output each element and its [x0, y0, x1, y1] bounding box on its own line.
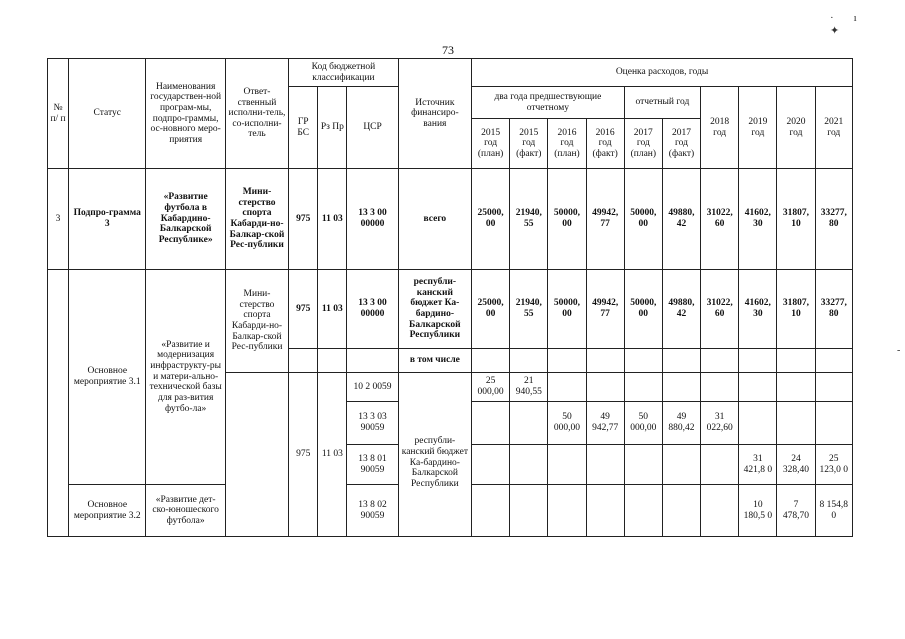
- including-label: в том числе: [398, 349, 471, 373]
- row-csr: 13 3 03 90059: [347, 402, 398, 445]
- row-value: 33277, 80: [815, 169, 852, 270]
- row-name: «Развитие дет-ско-юношеского футбола»: [146, 485, 225, 537]
- col-header-year: 2018 год: [701, 87, 739, 169]
- row-csr: 13 3 00 00000: [347, 270, 398, 349]
- row-value: 25 000,00: [472, 373, 510, 402]
- row-value: 21940, 55: [510, 270, 548, 349]
- row-rzpr: 11 03: [318, 169, 347, 270]
- col-header-year: 2020 год: [777, 87, 815, 169]
- col-header-grbs: ГР БС: [289, 87, 318, 169]
- page-number: 73: [442, 43, 454, 57]
- row-executor: Мини-стерство спорта Кабарди-но-Балкар-ской Рес-публики: [225, 270, 288, 373]
- row-value: 25000, 00: [472, 169, 510, 270]
- row-value: 50000, 00: [548, 270, 586, 349]
- col-header-status: Статус: [69, 59, 146, 169]
- row-value: 49 942,77: [586, 402, 624, 445]
- col-header-estimate: Оценка расходов, годы: [472, 59, 853, 87]
- col-header-year: 2021 год: [815, 87, 852, 169]
- row-number: 3: [48, 169, 69, 270]
- row-value: 7 478,70: [777, 485, 815, 537]
- row-source: республи-канский бюджет Ка-бардино-Балкарской Республики: [398, 373, 471, 537]
- col-header-source: Источник финансиро-вания: [398, 59, 471, 169]
- row-value: 31 022,60: [701, 402, 739, 445]
- row-value: 31807, 10: [777, 169, 815, 270]
- row-number: [48, 270, 69, 537]
- col-header-two-years-prior: два года предшествующие отчетному: [472, 87, 625, 119]
- row-value: 50000, 00: [624, 270, 662, 349]
- row-value: 21 940,55: [510, 373, 548, 402]
- row-name: «Развитие футбола в Кабардино-Балкарской Республике»: [146, 169, 225, 270]
- row-rzpr: 11 03: [318, 373, 347, 537]
- col-header-name: Наименования государствен-ной програм-мы, подпро-граммы, ос-новного меро-приятия: [146, 59, 225, 169]
- row-source: всего: [398, 169, 471, 270]
- col-header-year: 2017 год (факт): [662, 119, 700, 169]
- row-grbs: 975: [289, 373, 318, 537]
- row-executor: Мини-стерство спорта Кабарди-но-Балкар-ской Рес-публики: [225, 169, 288, 270]
- row-value: 49880, 42: [662, 169, 700, 270]
- row-value: 31807, 10: [777, 270, 815, 349]
- col-header-report-year: отчетный год: [624, 87, 700, 119]
- row-csr: 13 8 01 90059: [347, 445, 398, 485]
- budget-table: [47, 58, 853, 537]
- col-header-year: 2015 год (факт): [510, 119, 548, 169]
- row-value: 49942, 77: [586, 270, 624, 349]
- row-name: «Развитие и модернизация инфраструкту-ры и матери-ально-технической базы для раз-вития футбо-ла»: [146, 270, 225, 485]
- row-value: 50 000,00: [548, 402, 586, 445]
- row-value: 49 880,42: [662, 402, 700, 445]
- table-row: [48, 270, 853, 349]
- table-row: [48, 169, 853, 270]
- col-header-year: 2016 год (факт): [586, 119, 624, 169]
- col-header-year: 2015 год (план): [472, 119, 510, 169]
- col-header-rzpr: Рз Пр: [318, 87, 347, 169]
- col-header-year: 2016 год (план): [548, 119, 586, 169]
- row-value: 24 328,40: [777, 445, 815, 485]
- row-value: 49880, 42: [662, 270, 700, 349]
- col-header-year: 2017 год (план): [624, 119, 662, 169]
- row-value: 8 154,8 0: [815, 485, 852, 537]
- row-status: Основное мероприятие 3.1: [69, 270, 146, 485]
- row-value: 10 180,5 0: [739, 485, 777, 537]
- col-header-executor: Ответ-ственный исполни-тель, со-исполни-тель: [225, 59, 288, 169]
- col-header-year: 2019 год: [739, 87, 777, 169]
- row-status: Подпро-грамма 3: [69, 169, 146, 270]
- row-value: 31 421,8 0: [739, 445, 777, 485]
- row-value: 31022, 60: [701, 169, 739, 270]
- row-grbs: 975: [289, 169, 318, 270]
- row-status: Основное мероприятие 3.2: [69, 485, 146, 537]
- row-source: республи-канский бюджет Ка-бардино-Балкарской Республики: [398, 270, 471, 349]
- row-value: 25000, 00: [472, 270, 510, 349]
- row-value: 33277, 80: [815, 270, 852, 349]
- row-value: 49942, 77: [586, 169, 624, 270]
- col-header-no: № п/ п: [48, 59, 69, 169]
- row-value: 50000, 00: [624, 169, 662, 270]
- row-grbs: 975: [289, 270, 318, 349]
- row-rzpr: 11 03: [318, 270, 347, 349]
- side-mark: -: [897, 345, 901, 356]
- corner-marks: ·ı ✦: [830, 12, 877, 37]
- row-value: 21940, 55: [510, 169, 548, 270]
- col-header-budget-code: Код бюджетной классификации: [289, 59, 399, 87]
- row-value: 50 000,00: [624, 402, 662, 445]
- row-value: 50000, 00: [548, 169, 586, 270]
- row-executor: [225, 373, 288, 537]
- row-value: 41602, 30: [739, 270, 777, 349]
- row-value: 41602, 30: [739, 169, 777, 270]
- row-csr: 13 8 02 90059: [347, 485, 398, 537]
- row-csr: 13 3 00 00000: [347, 169, 398, 270]
- row-value: 31022, 60: [701, 270, 739, 349]
- row-csr: 10 2 0059: [347, 373, 398, 402]
- col-header-csr: ЦСР: [347, 87, 398, 169]
- row-value: 25 123,0 0: [815, 445, 852, 485]
